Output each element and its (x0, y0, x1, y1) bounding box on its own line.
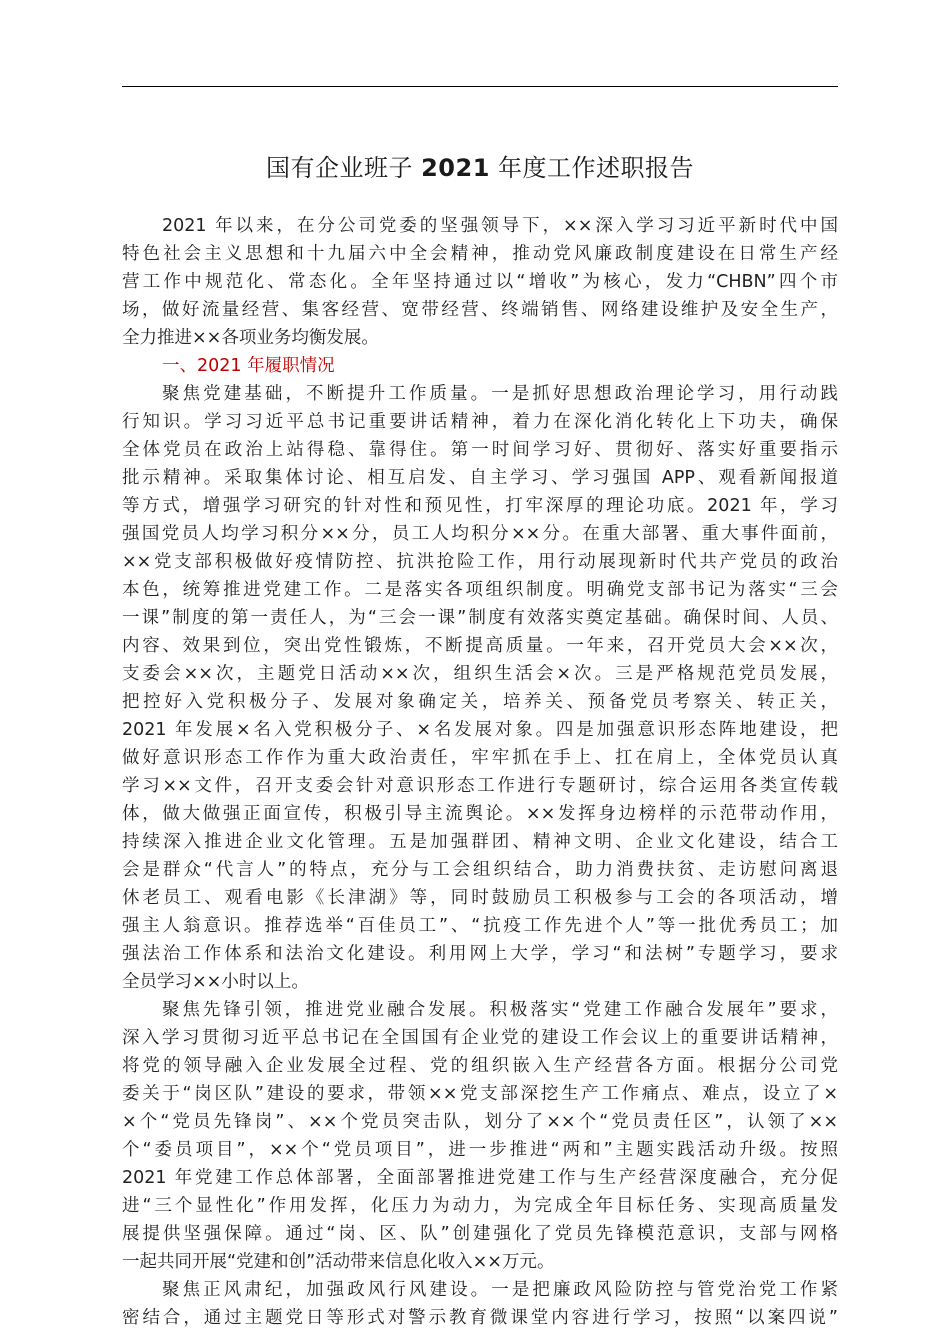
body-text-line: 全力推进××各项业务均衡发展。 (122, 328, 379, 348)
body-text-line: 强主人翁意识。推荐选举“百佳员工”、“抗疫工作先进个人”等一批优秀员工；加 (122, 916, 838, 936)
body-text-line: 批示精神。采取集体讨论、相互启发、自主学习、学习强国 APP、观看新闻报道 (122, 468, 838, 488)
document-title (122, 150, 838, 186)
body-text-line: 会是群众“代言人”的特点，充分与工会组织结合，助力消费扶贫、走访慰问离退 (122, 860, 838, 880)
body-text-line: 营工作中规范化、常态化。全年坚持通过以“增收”为核心，发力“CHBN”四个市 (122, 272, 838, 292)
header-rule (122, 86, 838, 87)
body-text-line: 进“三个显性化”作用发挥，化压力为动力，为完成全年目标任务、实现高质量发 (122, 1196, 838, 1216)
body-text-line: 聚焦党建基础，不断提升工作质量。一是抓好思想政治理论学习，用行动践 (162, 384, 838, 404)
body-text-line: 特色社会主义思想和十九届六中全会精神，推动党风廉政制度建设在日常生产经 (122, 244, 838, 264)
body-text-line: 聚焦先锋引领，推进党业融合发展。积极落实“党建工作融合发展年”要求， (162, 1000, 838, 1020)
body-text-line: 展提供坚强保障。通过“岗、区、队”创建强化了党员先锋模范意识，支部与网格 (122, 1224, 838, 1244)
body-text-line: 深入学习贯彻习近平总书记在全国国有企业党的建设工作会议上的重要讲话精神， (122, 1028, 838, 1048)
body-text-line: 支委会××次，主题党日活动××次，组织生活会×次。三是严格规范党员发展， (122, 664, 838, 684)
body-text-line: 强法治工作体系和法治文化建设。利用网上大学，学习“和法树”专题学习，要求 (122, 944, 838, 964)
body-text-line: 强国党员人均学习积分××分，员工人均积分××分。在重大部署、重大事件面前， (122, 524, 838, 544)
body-text-line: 2021 年以来，在分公司党委的坚强领导下，××深入学习习近平新时代中国 (162, 216, 838, 236)
body-text-line: 场，做好流量经营、集客经营、宽带经营、终端销售、网络建设维护及安全生产， (122, 300, 838, 320)
body-text-line: 将党的领导融入企业发展全过程、党的组织嵌入生产经营各方面。根据分公司党 (122, 1056, 838, 1076)
body-text-line: 等方式，增强学习研究的针对性和预见性，打牢深厚的理论功底。2021 年，学习 (122, 496, 838, 516)
body-text-line: 全体党员在政治上站得稳、靠得住。第一时间学习好、贯彻好、落实好重要指示 (122, 440, 838, 460)
body-text-line: 全员学习××小时以上。 (122, 972, 309, 992)
body-text-line: 行知识。学习习近平总书记重要讲话精神，着力在深化消化转化上下功夫，确保 (122, 412, 838, 432)
body-text-line: 个“委员项目”，××个“党员项目”，进一步推进“两和”主题实践活动升级。按照 (122, 1140, 838, 1160)
title-suffix: 年度工作述职报告 (498, 154, 695, 182)
body-text-line: 本色，统筹推进党建工作。二是落实各项组织制度。明确党支部书记为落实“三会 (122, 580, 838, 600)
body-text-line: 做好意识形态工作作为重大政治责任，牢牢抓在手上、扛在肩上，全体党员认真 (122, 748, 838, 768)
body-text-line: 持续深入推进企业文化管理。五是加强群团、精神文明、企业文化建设，结合工 (122, 832, 838, 852)
body-text-line: 学习××文件，召开支委会针对意识形态工作进行专题研讨，综合运用各类宣传载 (122, 776, 838, 796)
section-heading: 一、2021 年履职情况 (162, 356, 335, 376)
body-text-line: 密结合，通过主题党日等形式对警示教育微课堂内容进行学习，按照“以案四说” (122, 1308, 838, 1328)
body-text-line: 体，做大做强正面宣传，积极引导主流舆论。××发挥身边榜样的示范带动作用， (122, 804, 838, 824)
title-prefix: 国有企业班子 (265, 154, 413, 182)
body-text-line: 2021 年发展×名入党积极分子、×名发展对象。四是加强意识形态阵地建设，把 (122, 720, 838, 740)
document-body (122, 212, 838, 1332)
body-text-line: 把控好入党积极分子、发展对象确定关，培养关、预备党员考察关、转正关， (122, 692, 838, 712)
body-text-line: ×个“党员先锋岗”、××个党员突击队，划分了××个“党员责任区”，认领了×× (122, 1112, 838, 1132)
body-text-line: 一课”制度的第一责任人，为“三会一课”制度有效落实奠定基础。确保时间、人员、 (122, 608, 838, 628)
body-text-line: 聚焦正风肃纪，加强政风行风建设。一是把廉政风险防控与管党治党工作紧 (162, 1280, 838, 1300)
body-text-line: 一起共同开展“党建和创”活动带来信息化收入××万元。 (122, 1252, 555, 1272)
body-text-line: 休老员工、观看电影《长津湖》等，同时鼓励员工积极参与工会的各项活动，增 (122, 888, 838, 908)
body-text-line: 2021 年党建工作总体部署，全面部署推进党建工作与生产经营深度融合，充分促 (122, 1168, 838, 1188)
body-text-line: ××党支部积极做好疫情防控、抗洪抢险工作，用行动展现新时代共产党员的政治 (122, 552, 838, 572)
body-text-line: 委关于“岗区队”建设的要求，带领××党支部深挖生产工作痛点、难点，设立了× (122, 1084, 838, 1104)
body-text-line: 内容、效果到位，突出党性锻炼，不断提高质量。一年来，召开党员大会××次， (122, 636, 838, 656)
title-year: 2021 (421, 154, 490, 182)
